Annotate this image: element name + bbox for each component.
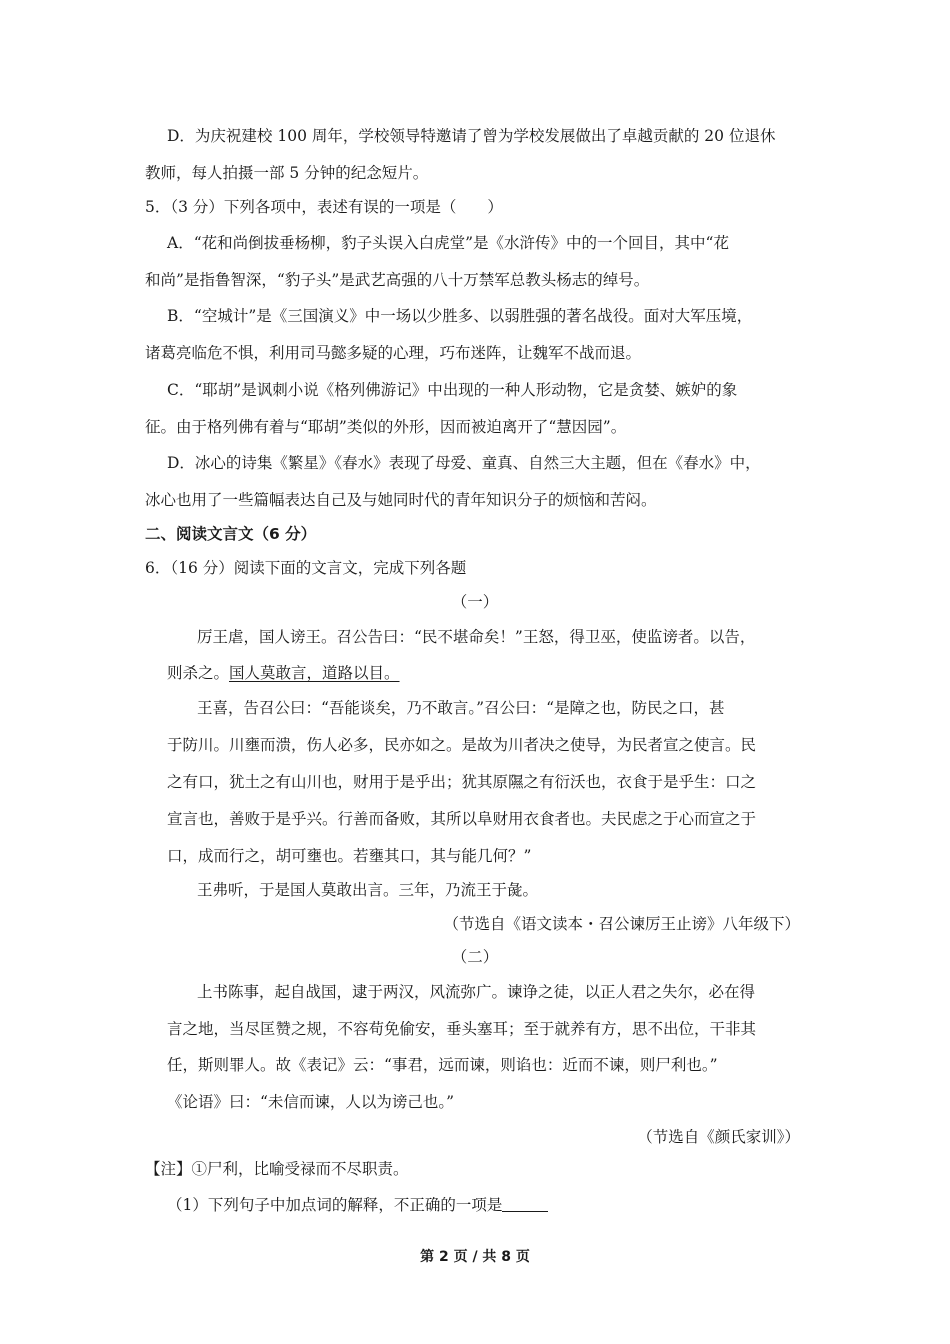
q5-option-b-line2: 诸葛亮临危不惧，利用司马懿多疑的心理，巧布迷阵，让魏军不战而退。 — [145, 344, 642, 362]
q4-option-d-line2: 教师，每人拍摄一部 5 分钟的纪念短片。 — [145, 164, 429, 182]
passage3-line1: 王弗听，于是国人莫敢出言。三年，乃流王于彘。 — [197, 881, 539, 899]
passage2-line3: 之有口，犹土之有山川也，财用于是乎出；犹其原隰之有衍沃也，衣食于是乎生：口之 — [167, 773, 757, 791]
source-note-2: （节选自《颜氏家训》） — [637, 1128, 800, 1146]
sub-question-1-text: （1）下列句子中加点词的解释，不正确的一项是 — [167, 1196, 503, 1214]
source-note-1: （节选自《语文读本・召公谏厉王止谤》八年级下） — [443, 915, 800, 933]
q5-option-c-line2: 征。由于格列佛有着与“耶胡”类似的外形，因而被迫离开了“慧因园”。 — [145, 418, 627, 436]
passage2-line2: 于防川。川壅而溃，伤人必多，民亦如之。是故为川者决之使导，为民者宣之使言。民 — [167, 736, 757, 754]
answer-blank[interactable] — [502, 1195, 548, 1212]
passage2-line5: 口，成而行之，胡可壅也。若壅其口，其与能几何？” — [167, 847, 532, 865]
passage2-line1: 王喜，告召公曰：“吾能谈矣，乃不敢言。”召公曰：“是障之也，防民之口，甚 — [197, 699, 725, 717]
q6-stem: 6．（16 分）阅读下面的文言文，完成下列各题 — [145, 559, 467, 577]
passage1-line1: 厉王虐，国人谤王。召公告曰：“民不堪命矣！”王怒，得卫巫，使监谤者。以告， — [197, 628, 756, 646]
passage4-line4: 《论语》曰：“未信而谏，人以为谤己也。” — [167, 1093, 455, 1111]
passage4-line1: 上书陈事，起自战国，逮于两汉，风流弥广。谏诤之徒，以正人君之失尔，必在得 — [197, 983, 756, 1001]
page-number: 第 2 页 / 共 8 页 — [420, 1249, 530, 1265]
q5-stem: 5．（3 分）下列各项中，表述有误的一项是（ ） — [145, 198, 503, 216]
sub-question-1 — [167, 1194, 548, 1216]
passage4-line3: 任，斯则罪人。故《表记》云：“事君，远而谏，则谄也：近而不谏，则尸利也。” — [167, 1056, 718, 1074]
q5-option-b-line1: B．“空城计”是《三国演义》中一场以少胜多、以弱胜强的著名战役。面对大军压境， — [167, 307, 753, 325]
passage1-line2 — [167, 662, 400, 684]
q5-option-a-line2: 和尚”是指鲁智深，“豹子头”是武艺高强的八十万禁军总教头杨志的绰号。 — [145, 271, 650, 289]
q4-option-d-line1: D．为庆祝建校 100 周年，学校领导特邀请了曾为学校发展做出了卓越贡献的 20 位退休 — [167, 127, 776, 145]
q5-option-a-line1: A．“花和尚倒拔垂杨柳，豹子头误入白虎堂”是《水浒传》中的一个回目，其中“花 — [167, 234, 729, 252]
passage1-line2-text: 则杀之。 — [167, 664, 230, 682]
part-one-label: （一） — [451, 593, 499, 611]
q5-option-d-line1: D．冰心的诗集《繁星》《春水》表现了母爱、童真、自然三大主题，但在《春水》中， — [167, 454, 761, 472]
q5-option-c-line1: C．“耶胡”是讽刺小说《格列佛游记》中出现的一种人形动物，它是贪婪、嫉妒的象 — [167, 381, 738, 399]
q5-option-d-line2: 冰心也用了一些篇幅表达自己及与她同时代的青年知识分子的烦恼和苦闷。 — [145, 491, 657, 509]
passage2-line4: 宣言也，善败于是乎兴。行善而备败，其所以阜财用衣食者也。夫民虑之于心而宣之于 — [167, 810, 757, 828]
section-heading: 二、阅读文言文（6 分） — [145, 525, 317, 543]
part-two-label: （二） — [451, 948, 499, 966]
passage4-line2: 言之地，当尽匡赞之规，不容苟免偷安，垂头塞耳；至于就养有方，思不出位，干非其 — [167, 1020, 757, 1038]
underlined-sentence: 国人莫敢言，道路以目。 — [229, 664, 400, 682]
annotation-note: 【注】①尸利，比喻受禄而不尽职责。 — [145, 1160, 409, 1178]
